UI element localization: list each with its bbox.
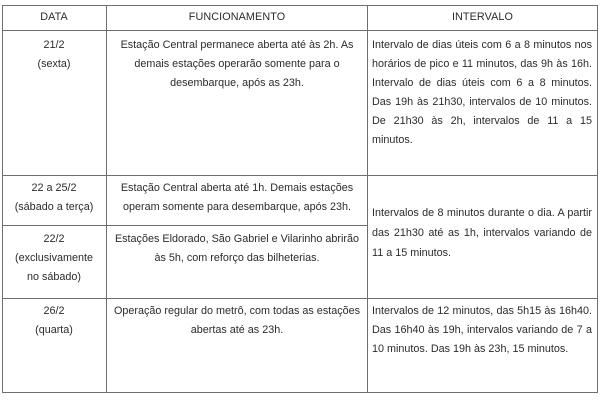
header-intervalo: INTERVALO <box>451 11 514 23</box>
row4-date-note: (quarta) <box>35 324 73 336</box>
row1-date-note: (sexta) <box>37 58 71 70</box>
rule-col1 <box>106 5 107 393</box>
row3-funcionamento: Estações Eldorado, São Gabriel e Vilarinho abrirão às 5h, com reforço das bilheterias. <box>114 233 360 264</box>
row1-date: 21/2 <box>43 39 65 51</box>
row4-date: 26/2 <box>43 305 65 317</box>
header-funcionamento: FUNCIONAMENTO <box>188 11 286 23</box>
row2-funcionamento: Estação Central aberta até 1h. Demais estações operam somente para desembarque, após 23h. <box>120 182 354 213</box>
row2-date-cell <box>2 179 106 217</box>
row1-date-cell <box>2 36 106 74</box>
row1-funcionamento: Estação Central permanece aberta até às 2h. As demais estações operarão somente para o desembarque, após as 23h. <box>120 39 354 89</box>
rule-right <box>597 5 598 393</box>
header-data: DATA <box>40 11 68 23</box>
row4-date-cell <box>2 302 106 340</box>
row1-intervalo: Intervalo de dias úteis com 6 a 8 minutos nos horários de pico e 11 minutos, das 9h às 16h. Intervalo de dias úteis com 6 a 8 minutos. Das 19h às 21h30, intervalos de 10 minutos. De 21h30 às 2h, intervalos de 11 a 15 minutos. <box>372 39 592 146</box>
row2-date-note: (sábado a terça) <box>14 201 94 213</box>
row3-date: 22/2 <box>43 233 65 245</box>
row4-intervalo: Intervalos de 12 minutos, das 5h15 às 16h40. Das 16h40 às 19h, intervalos variando de 7 a 10 minutos. Das 19h às 23h, 15 minutos. <box>372 305 592 355</box>
rule-col2 <box>367 5 368 393</box>
rule-top <box>2 5 598 6</box>
row3-date-note: (exclusivamente no sábado) <box>14 252 93 283</box>
rule-row1-bottom <box>2 175 598 176</box>
rule-bottom <box>2 392 598 393</box>
rule-header-bottom <box>2 30 598 31</box>
rule-row3-bottom <box>2 298 598 299</box>
rule-row2-bottom <box>2 225 368 226</box>
row2-date: 22 a 25/2 <box>31 182 77 194</box>
row3-date-cell <box>2 230 106 287</box>
row2-3-intervalo: Intervalos de 8 minutos durante o dia. A partir das 21h30 até as 1h, intervalos variando de 11 a 15 minutos. <box>372 207 592 259</box>
row4-funcionamento: Operação regular do metrô, com todas as estações abertas até as 23h. <box>113 305 361 336</box>
schedule-table <box>2 5 598 393</box>
